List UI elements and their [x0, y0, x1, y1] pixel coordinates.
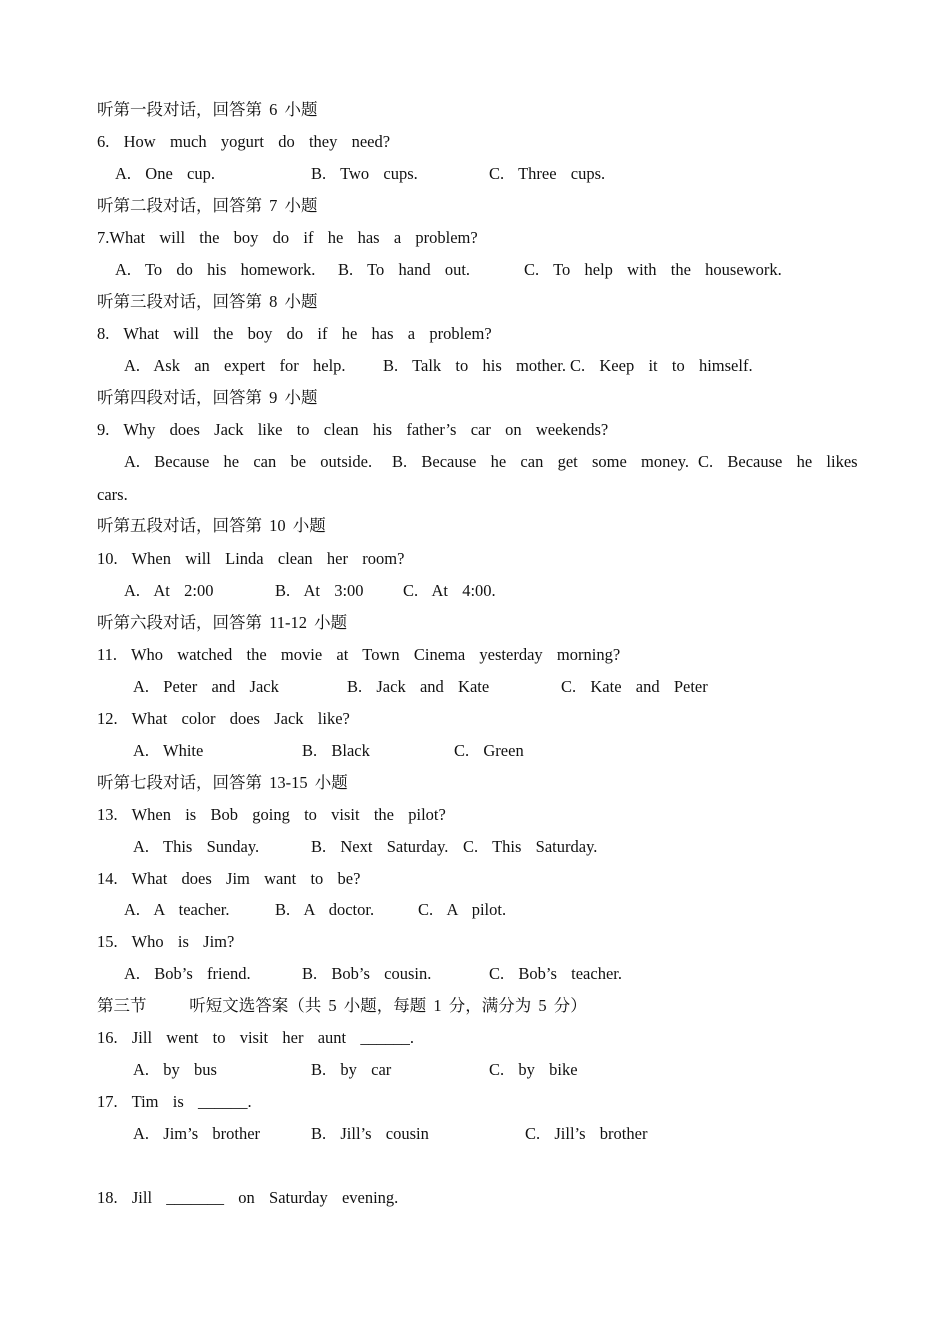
question-text: 10. When will Linda clean her room?: [97, 549, 405, 568]
section-heading: 听第一段对话，回答第 6 小题: [97, 100, 318, 119]
question-text: 7.What will the boy do if he has a problem?: [97, 228, 478, 247]
section-heading: 第三节 听短文选答案（共 5 小题，每题 1 分，满分为 5 分）: [97, 996, 587, 1015]
answer-option: A. Ask an expert for help.: [124, 356, 346, 375]
answer-option: A. Jim’s brother: [133, 1124, 261, 1143]
question-text: 6. How much yogurt do they need?: [97, 132, 391, 151]
answer-option: B. by car: [311, 1060, 392, 1079]
answer-option: C. Three cups.: [489, 164, 606, 183]
answer-option: C. To help with the housework.: [524, 260, 782, 279]
question-text: 18. Jill _______ on Saturday evening.: [97, 1188, 399, 1207]
answer-option: A. White: [133, 741, 204, 760]
answer-option: C. Because he likes: [698, 452, 858, 471]
answer-option: C. A pilot.: [418, 900, 507, 919]
question-text: 8. What will the boy do if he has a problem?: [97, 324, 492, 343]
answer-option: C. Bob’s teacher.: [489, 964, 622, 983]
answer-option: C. Keep it to himself.: [570, 356, 753, 375]
answer-option: B. At 3:00: [275, 581, 364, 600]
answer-option: B. Black: [302, 741, 370, 760]
question-text: 13. When is Bob going to visit the pilot?: [97, 805, 446, 824]
answer-option: C. At 4:00.: [403, 581, 496, 600]
answer-option: B. Two cups.: [311, 164, 418, 183]
answer-option: A. Because he can be outside.: [124, 452, 373, 471]
answer-option: A. by bus: [133, 1060, 217, 1079]
section-heading: 听第四段对话，回答第 9 小题: [97, 388, 318, 407]
answer-option: C. Green: [454, 741, 524, 760]
section-heading: 听第六段对话，回答第 11-12 小题: [97, 613, 348, 632]
answer-option: B. Next Saturday.: [311, 837, 449, 856]
answer-option: A. One cup.: [115, 164, 215, 183]
question-text: 17. Tim is ______.: [97, 1092, 252, 1111]
answer-option: C. Jill’s brother: [525, 1124, 648, 1143]
answer-option: C. Kate and Peter: [561, 677, 708, 696]
answer-option: A. A teacher.: [124, 900, 230, 919]
answer-option: B. Bob’s cousin.: [302, 964, 432, 983]
answer-option: B. Jack and Kate: [347, 677, 490, 696]
answer-option: A. This Sunday.: [133, 837, 260, 856]
question-text: 9. Why does Jack like to clean his father’s car on weekends?: [97, 420, 609, 439]
question-text: cars.: [97, 485, 128, 504]
answer-option: C. by bike: [489, 1060, 578, 1079]
section-heading: 听第七段对话，回答第 13-15 小题: [97, 773, 348, 792]
answer-option: B. Because he can get some money.: [392, 452, 690, 471]
answer-option: A. Peter and Jack: [133, 677, 279, 696]
answer-option: B. Jill’s cousin: [311, 1124, 429, 1143]
answer-option: A. At 2:00: [124, 581, 214, 600]
question-text: 12. What color does Jack like?: [97, 709, 350, 728]
section-heading: 听第三段对话，回答第 8 小题: [97, 292, 318, 311]
answer-option: A. Bob’s friend.: [124, 964, 251, 983]
question-text: 15. Who is Jim?: [97, 932, 235, 951]
answer-option: A. To do his homework.: [115, 260, 316, 279]
answer-option: C. This Saturday.: [463, 837, 598, 856]
question-text: 14. What does Jim want to be?: [97, 869, 361, 888]
section-heading: 听第五段对话，回答第 10 小题: [97, 516, 326, 535]
answer-option: B. A doctor.: [275, 900, 375, 919]
section-heading: 听第二段对话，回答第 7 小题: [97, 196, 318, 215]
question-text: 16. Jill went to visit her aunt ______.: [97, 1028, 414, 1047]
answer-option: B. To hand out.: [338, 260, 471, 279]
question-text: 11. Who watched the movie at Town Cinema yesterday morning?: [97, 645, 621, 664]
answer-option: B. Talk to his mother.: [383, 356, 566, 375]
